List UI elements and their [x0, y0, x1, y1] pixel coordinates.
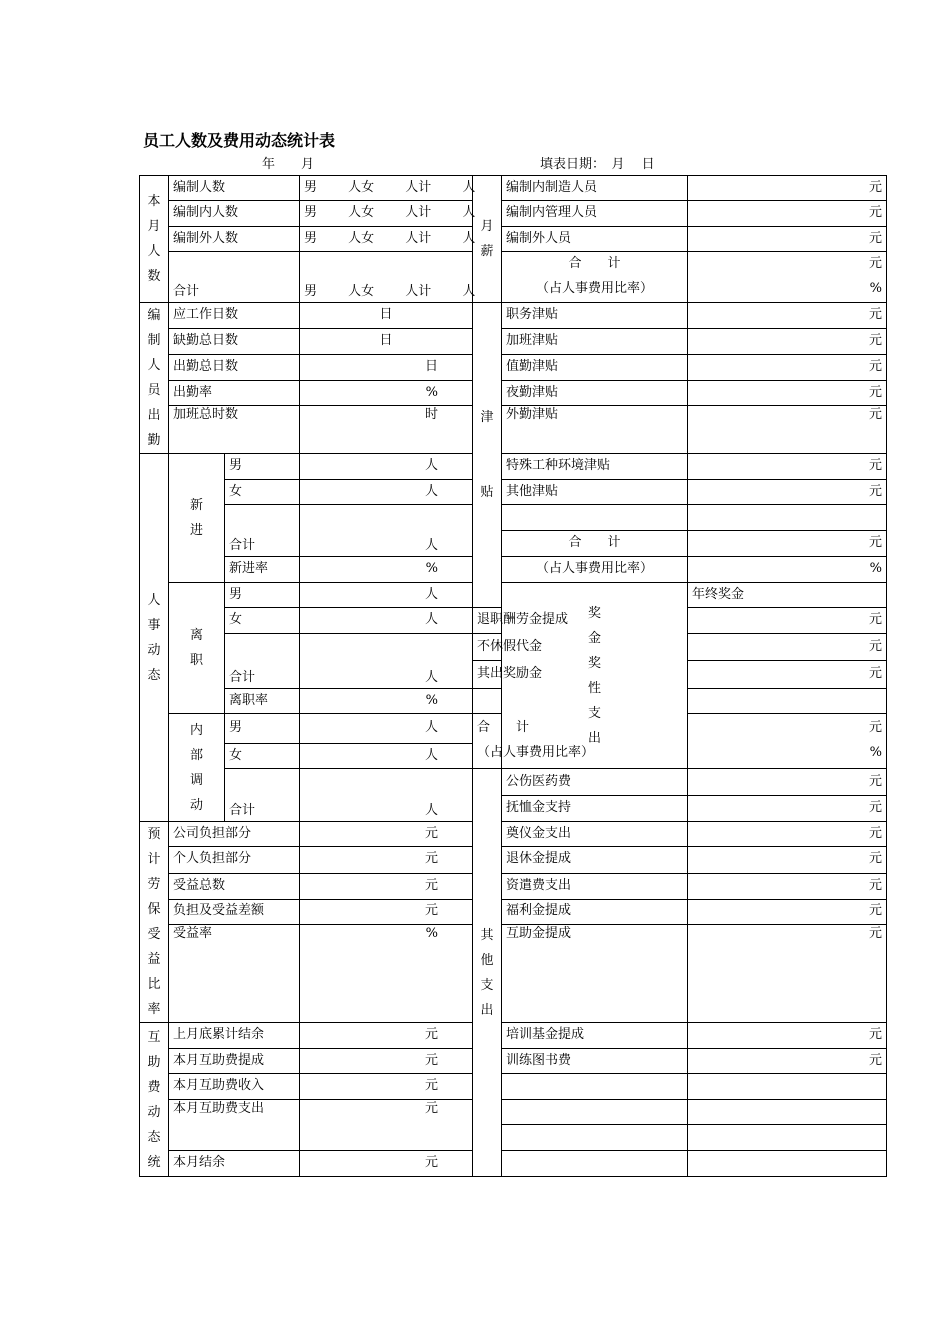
new-male-value[interactable]: 人 [300, 454, 473, 480]
allowance-label: 值勤津贴 [502, 355, 688, 381]
other-value[interactable]: 元 [688, 822, 887, 847]
salary-value[interactable]: 元 [688, 201, 887, 227]
allowance-label: 特殊工种环境津贴 [502, 454, 688, 480]
statistics-form-table [139, 175, 887, 1177]
insurance-value[interactable]: 元 [300, 847, 473, 873]
other-value[interactable]: 元 [688, 769, 887, 796]
attendance-value[interactable]: 日 [300, 355, 473, 381]
other-value[interactable]: 元 [688, 847, 887, 873]
section-resignations: 离 职 [169, 583, 225, 714]
bonus-value[interactable]: 元 [688, 608, 887, 634]
leave-total-label: 合计 [225, 634, 300, 689]
other-blank-value[interactable] [688, 1074, 887, 1100]
allowance-value[interactable]: 元 [688, 381, 887, 406]
allowance-total-label: 合 计 [502, 531, 688, 557]
leave-female-label: 女 [225, 608, 300, 634]
headcount-label: 编制人数 [169, 176, 300, 201]
allowance-ratio-value[interactable]: % [688, 557, 887, 583]
attendance-value[interactable]: 日 [300, 303, 473, 329]
allowance-value[interactable]: 元 [688, 406, 887, 454]
leave-male-label: 男 [225, 583, 300, 608]
allowance-value[interactable]: 元 [688, 480, 887, 505]
salary-total-value[interactable]: 元 % [688, 252, 887, 303]
section-headcount: 本 月 人 数 [140, 176, 169, 303]
bonus-value[interactable]: 元 [688, 661, 887, 689]
attendance-value[interactable]: 日 [300, 329, 473, 355]
insurance-value[interactable]: 元 [300, 899, 473, 924]
other-value[interactable]: 元 [688, 899, 887, 924]
other-value[interactable]: 元 [688, 796, 887, 822]
headcount-label: 编制外人数 [169, 227, 300, 252]
transfer-male-label: 男 [225, 714, 300, 744]
mutual-aid-label: 本月互助费提成 [169, 1049, 300, 1074]
allowance-value[interactable]: 元 [688, 454, 887, 480]
headcount-total-label: 合计 [169, 252, 300, 303]
transfer-female-label: 女 [225, 744, 300, 769]
bonus-label: 退职酬劳金提成 [473, 608, 502, 634]
transfer-total-label: 合计 [225, 769, 300, 822]
allowance-label: 加班津贴 [502, 329, 688, 355]
new-female-label: 女 [225, 480, 300, 505]
fill-date: 填表日期： 月 日 [540, 157, 655, 172]
attendance-value[interactable]: % [300, 381, 473, 406]
section-insurance: 预 计 劳 保 受 益 比 率 [140, 822, 169, 1023]
mutual-aid-label: 本月结余 [169, 1151, 300, 1177]
section-allowance: 津 贴 [473, 303, 502, 608]
attendance-label: 缺勤总日数 [169, 329, 300, 355]
other-value[interactable]: 元 [688, 925, 887, 1023]
other-label: 退休金提成 [502, 847, 688, 873]
other-label: 抚恤金支持 [502, 796, 688, 822]
salary-label: 编制内制造人员 [502, 176, 688, 201]
bonus-label: 不休假代金 [473, 634, 502, 661]
new-total-label: 合计 [225, 505, 300, 557]
new-female-value[interactable]: 人 [300, 480, 473, 505]
mutual-aid-value[interactable]: 元 [300, 1151, 473, 1177]
bonus-blank-label[interactable] [473, 689, 502, 714]
page-title: 员工人数及费用动态统计表 [143, 131, 336, 150]
insurance-value[interactable]: 元 [300, 822, 473, 847]
bonus-label: 年终奖金 [688, 583, 887, 608]
new-rate-label: 新进率 [225, 557, 300, 583]
other-label: 奠仪金支出 [502, 822, 688, 847]
headcount-value[interactable]: 男 人女 人计 人 [300, 176, 473, 201]
section-salary: 月 薪 [473, 176, 502, 303]
other-blank-value[interactable] [688, 1151, 887, 1177]
attendance-value[interactable]: 时 [300, 406, 473, 454]
leave-rate-value[interactable]: % [300, 689, 473, 714]
allowance-value[interactable]: 元 [688, 303, 887, 329]
section-attendance: 编 制 人 员 出 勤 [140, 303, 169, 454]
insurance-label: 受益率 [169, 925, 300, 1023]
mutual-aid-value[interactable]: 元 [300, 1049, 473, 1074]
allowance-blank-value[interactable] [688, 505, 887, 531]
insurance-label: 个人负担部分 [169, 847, 300, 873]
leave-male-value[interactable]: 人 [300, 583, 473, 608]
section-new-hires: 新 进 [169, 454, 225, 583]
new-total-value[interactable]: 人 [300, 505, 473, 557]
insurance-value[interactable]: % [300, 925, 473, 1023]
salary-total-label: 合 计 （占人事费用比率） [502, 252, 688, 303]
other-blank-label[interactable] [502, 1151, 688, 1177]
allowance-label: 职务津贴 [502, 303, 688, 329]
allowance-ratio-label: （占人事费用比率） [502, 557, 688, 583]
section-other-expenses: 其 他 支 出 [473, 769, 502, 1177]
allowance-label: 外勤津贴 [502, 406, 688, 454]
transfer-female-value[interactable]: 人 [300, 744, 473, 769]
insurance-label: 受益总数 [169, 873, 300, 899]
other-blank-label[interactable] [502, 1100, 688, 1151]
attendance-label: 出勤率 [169, 381, 300, 406]
leave-total-value[interactable]: 人 [300, 634, 473, 689]
mutual-aid-value[interactable]: 元 [300, 1100, 473, 1151]
other-label: 资遣费支出 [502, 873, 688, 899]
headcount-total-value[interactable]: 男 人女 人计 人 [300, 252, 473, 303]
bonus-total-value[interactable]: 元 % [688, 714, 887, 769]
salary-label: 编制内管理人员 [502, 201, 688, 227]
other-label: 培训基金提成 [502, 1023, 688, 1049]
mutual-aid-label: 本月互助费收入 [169, 1074, 300, 1100]
new-rate-value[interactable]: % [300, 557, 473, 583]
attendance-label: 应工作日数 [169, 303, 300, 329]
bonus-value[interactable]: 元 [688, 634, 887, 661]
other-label: 福利金提成 [502, 899, 688, 924]
mutual-aid-label: 上月底累计结余 [169, 1023, 300, 1049]
insurance-value[interactable]: 元 [300, 873, 473, 899]
headcount-value[interactable]: 男 人女 人计 人 [300, 201, 473, 227]
allowance-value[interactable]: 元 [688, 329, 887, 355]
salary-value[interactable]: 元 [688, 227, 887, 252]
section-internal-transfer: 内 部 调 动 [169, 714, 225, 822]
other-value[interactable]: 元 [688, 1023, 887, 1049]
section-mutual-aid: 互 助 费 动 态 统 [140, 1023, 169, 1177]
salary-value[interactable]: 元 [688, 176, 887, 201]
section-personnel: 人 事 动 态 [140, 454, 169, 822]
transfer-total-value[interactable]: 人 [300, 769, 473, 822]
mutual-aid-value[interactable]: 元 [300, 1074, 473, 1100]
insurance-label: 公司负担部分 [169, 822, 300, 847]
allowance-label: 夜勤津贴 [502, 381, 688, 406]
headcount-label: 编制内人数 [169, 201, 300, 227]
other-value[interactable]: 元 [688, 873, 887, 899]
transfer-male-value[interactable]: 人 [300, 714, 473, 744]
allowance-blank-label[interactable] [502, 505, 688, 531]
attendance-label: 出勤总日数 [169, 355, 300, 381]
other-label: 互助金提成 [502, 925, 688, 1023]
report-year-month: 年 月 [262, 157, 315, 172]
leave-rate-label: 离职率 [225, 689, 300, 714]
allowance-total-value[interactable]: 元 [688, 531, 887, 557]
bonus-label: 其出奖励金 [473, 661, 502, 689]
salary-label: 编制外人员 [502, 227, 688, 252]
section-bonus: 奖 金 奖 性 支 出 [502, 583, 688, 769]
bonus-total-label: 合 计 （占人事费用比率） [473, 714, 502, 769]
other-value[interactable]: 元 [688, 1049, 887, 1074]
mutual-aid-value[interactable]: 元 [300, 1023, 473, 1049]
other-blank-label[interactable] [502, 1074, 688, 1100]
new-male-label: 男 [225, 454, 300, 480]
mutual-aid-label: 本月互助费支出 [169, 1100, 300, 1151]
other-blank-value[interactable] [688, 1100, 887, 1151]
allowance-value[interactable]: 元 [688, 355, 887, 381]
attendance-label: 加班总时数 [169, 406, 300, 454]
other-label: 训练图书费 [502, 1049, 688, 1074]
leave-female-value[interactable]: 人 [300, 608, 473, 634]
insurance-label: 负担及受益差额 [169, 899, 300, 924]
allowance-label: 其他津贴 [502, 480, 688, 505]
bonus-blank-value[interactable] [688, 689, 887, 714]
headcount-value[interactable]: 男 人女 人计 人 [300, 227, 473, 252]
other-label: 公伤医药费 [502, 769, 688, 796]
